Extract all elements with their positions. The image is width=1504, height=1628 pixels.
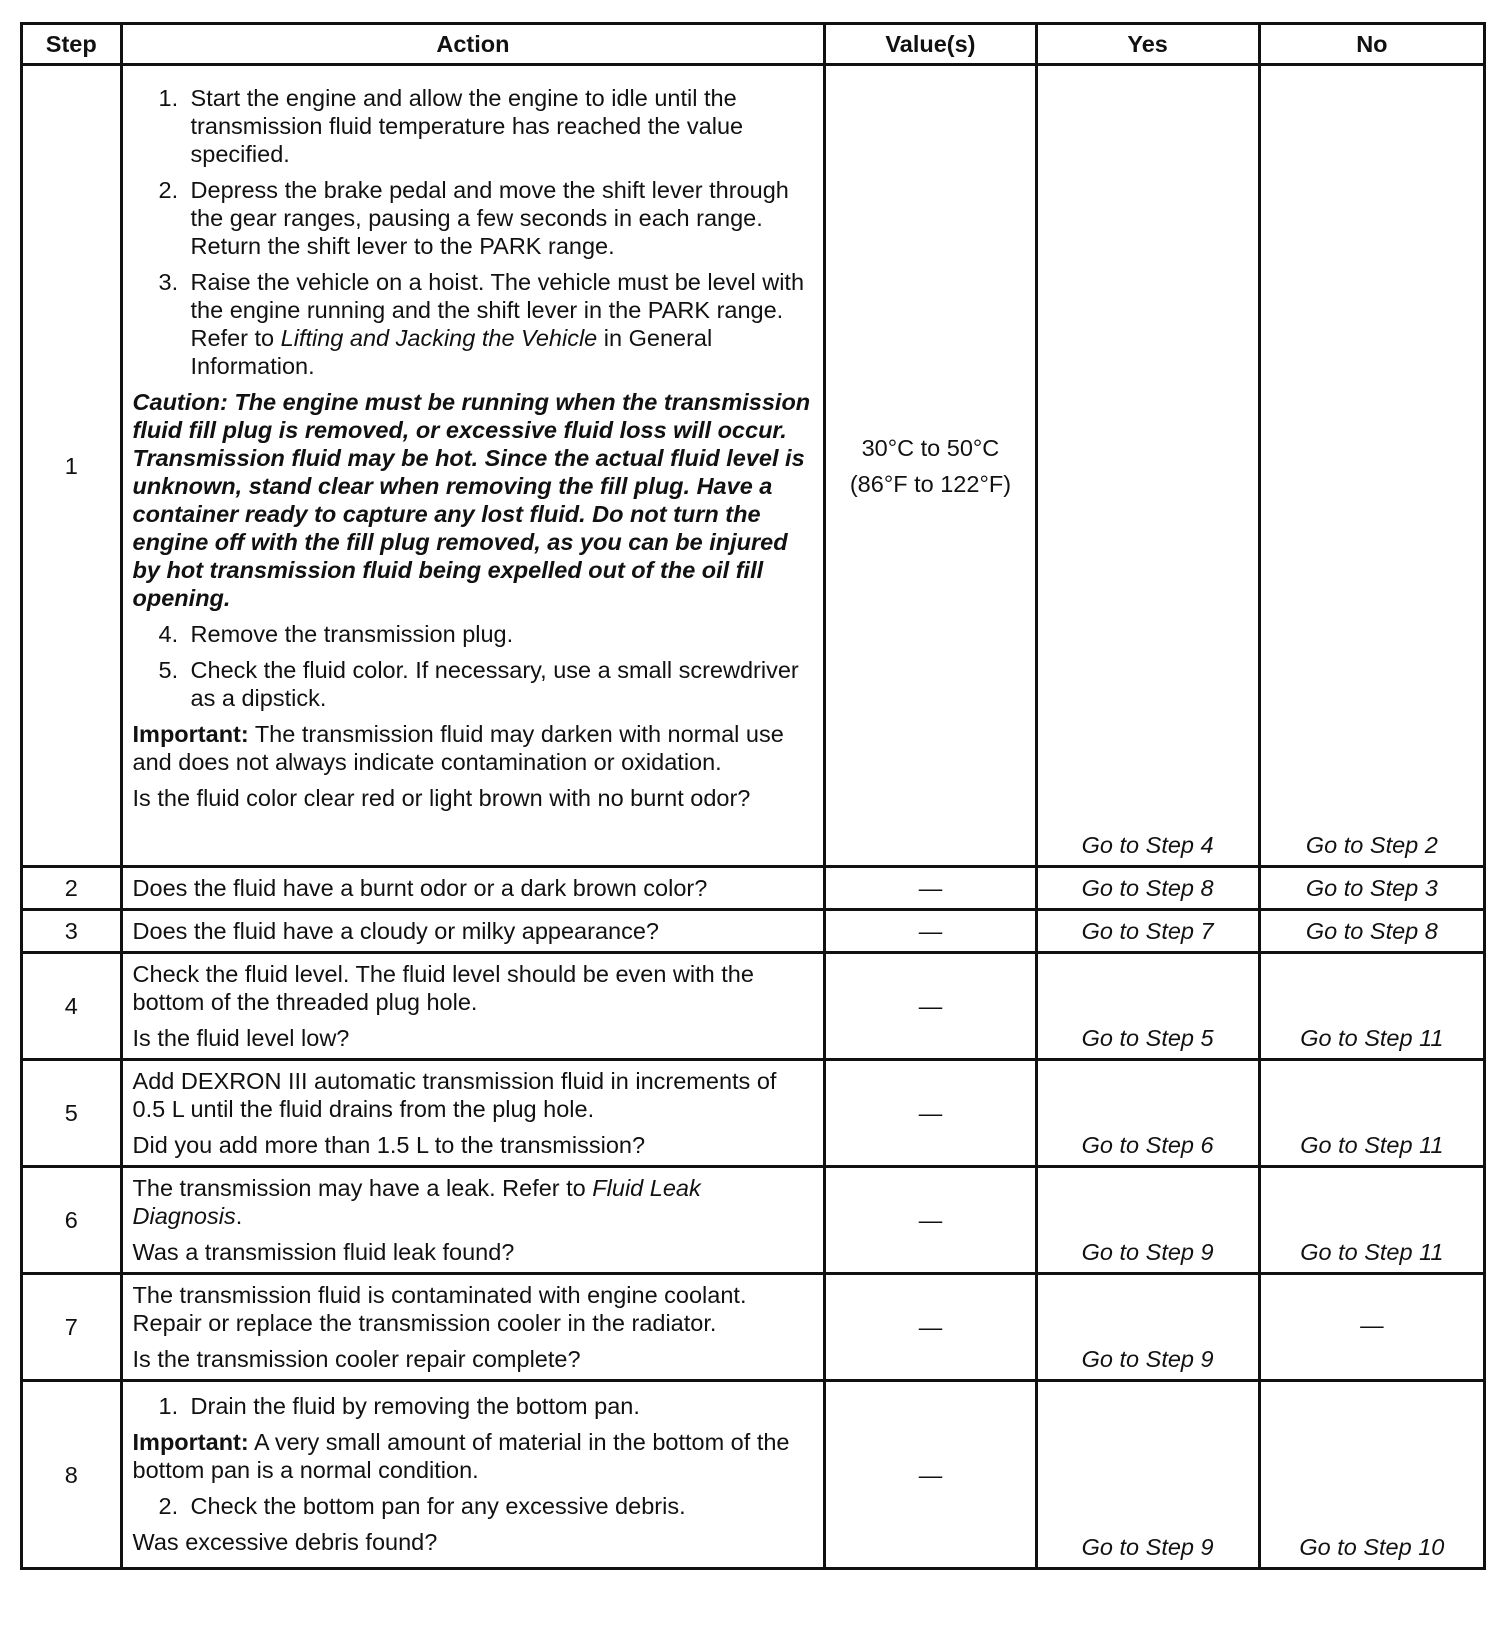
no-cell: — [1259,1274,1484,1381]
no-cell: Go to Step 2 [1259,65,1484,867]
action-cell: Does the fluid have a burnt odor or a dark brown color? [121,867,825,910]
step-number: 8 [22,1381,122,1569]
action-cell [121,65,825,867]
question-text: Is the transmission cooler repair complete? [132,1346,581,1372]
yes-cell: Go to Step 7 [1036,910,1259,953]
important-note: Important: The transmission fluid may darken with normal use and does not always indicate contamination or oxidation. [132,721,784,775]
step-number: 6 [22,1167,122,1274]
list-item: 1. Drain the fluid by removing the bottom pan. [158,1393,640,1419]
yes-cell: Go to Step 9 [1036,1274,1259,1381]
diagnostic-table [20,22,1486,1570]
caution-note: Caution: The engine must be running when the transmission fluid fill plug is removed, or excessive fluid loss will occur. Transmission fluid may be hot. Since the actual fluid level is unknown, stand clear when removing the fill plug. Have a container ready to capture any lost fluid. Do not turn the engine off with the fill plug removed, as you can be injured by hot transmission fluid being expelled out of the oil fill opening. [132,389,811,611]
no-cell: Go to Step 11 [1259,1167,1484,1274]
important-note: Important: A very small amount of material in the bottom of the bottom pan is a normal condition. [132,1429,790,1483]
value-cell: — [825,867,1036,910]
step-number: 3 [22,910,122,953]
yes-cell: Go to Step 9 [1036,1167,1259,1274]
yes-cell: Go to Step 8 [1036,867,1259,910]
table-row [22,1381,1485,1569]
table-row [22,867,1485,910]
header-yes: Yes [1036,24,1259,65]
no-cell: Go to Step 8 [1259,910,1484,953]
yes-cell: Go to Step 5 [1036,953,1259,1060]
question-text: Did you add more than 1.5 L to the transmission? [132,1132,646,1158]
no-cell: Go to Step 3 [1259,867,1484,910]
header-step: Step [22,24,122,65]
table-row [22,1274,1485,1381]
no-cell: Go to Step 11 [1259,953,1484,1060]
action-cell [121,1381,825,1569]
value-cell: — [825,953,1036,1060]
list-item: 1. Start the engine and allow the engine to idle until the transmission fluid temperature has reached the value specified. [158,85,744,167]
list-item: 3. Raise the vehicle on a hoist. The vehicle must be level with the engine running and the shift lever in the PARK range. Refer to Lifting and Jacking the Vehicle in General Information. [158,269,805,379]
list-item: 4. Remove the transmission plug. [158,621,514,647]
action-cell: Add DEXRON III automatic transmission fluid in increments of 0.5 L until the fluid drains from the plug hole. Did you add more than 1.5 L to the transmission? [121,1060,825,1167]
yes-cell: Go to Step 4 [1036,65,1259,867]
value-cell: 30°C to 50°C (86°F to 122°F) [825,65,1036,867]
list-item: 2. Depress the brake pedal and move the shift lever through the gear ranges, pausing a few seconds in each range. Return the shift lever to the PARK range. [158,177,789,259]
yes-cell: Go to Step 6 [1036,1060,1259,1167]
value-cell: — [825,910,1036,953]
yes-cell: Go to Step 9 [1036,1381,1259,1569]
no-cell: Go to Step 11 [1259,1060,1484,1167]
list-item: 5. Check the fluid color. If necessary, use a small screwdriver as a dipstick. [158,657,799,711]
header-values: Value(s) [825,24,1036,65]
table-row [22,910,1485,953]
question-text: Was excessive debris found? [132,1529,438,1555]
no-cell: Go to Step 10 [1259,1381,1484,1569]
step-number: 7 [22,1274,122,1381]
table-row [22,1167,1485,1274]
header-action: Action [121,24,825,65]
table-row [22,953,1485,1060]
step-number: 2 [22,867,122,910]
value-cell: — [825,1274,1036,1381]
action-cell: Does the fluid have a cloudy or milky appearance? [121,910,825,953]
list-item: 2. Check the bottom pan for any excessive debris. [158,1493,686,1519]
table-row [22,65,1485,867]
cross-reference: Lifting and Jacking the Vehicle [280,325,598,351]
value-cell: — [825,1060,1036,1167]
action-cell: The transmission fluid is contaminated with engine coolant. Repair or replace the transmission cooler in the radiator. Is the transmission cooler repair complete? [121,1274,825,1381]
question-text: Was a transmission fluid leak found? [132,1239,515,1265]
header-row [22,24,1485,65]
question-text: Is the fluid level low? [132,1025,350,1051]
step-number: 5 [22,1060,122,1167]
step-number: 4 [22,953,122,1060]
header-no: No [1259,24,1484,65]
action-cell: Check the fluid level. The fluid level should be even with the bottom of the threaded plug hole. Is the fluid level low? [121,953,825,1060]
action-cell: The transmission may have a leak. Refer to Fluid Leak Diagnosis. Was a transmission fluid leak found? [121,1167,825,1274]
value-cell: — [825,1381,1036,1569]
cross-reference: Fluid Leak Diagnosis [132,1175,701,1229]
table-row [22,1060,1485,1167]
question-text: Is the fluid color clear red or light brown with no burnt odor? [132,785,751,811]
value-cell: — [825,1167,1036,1274]
step-number: 1 [22,65,122,867]
